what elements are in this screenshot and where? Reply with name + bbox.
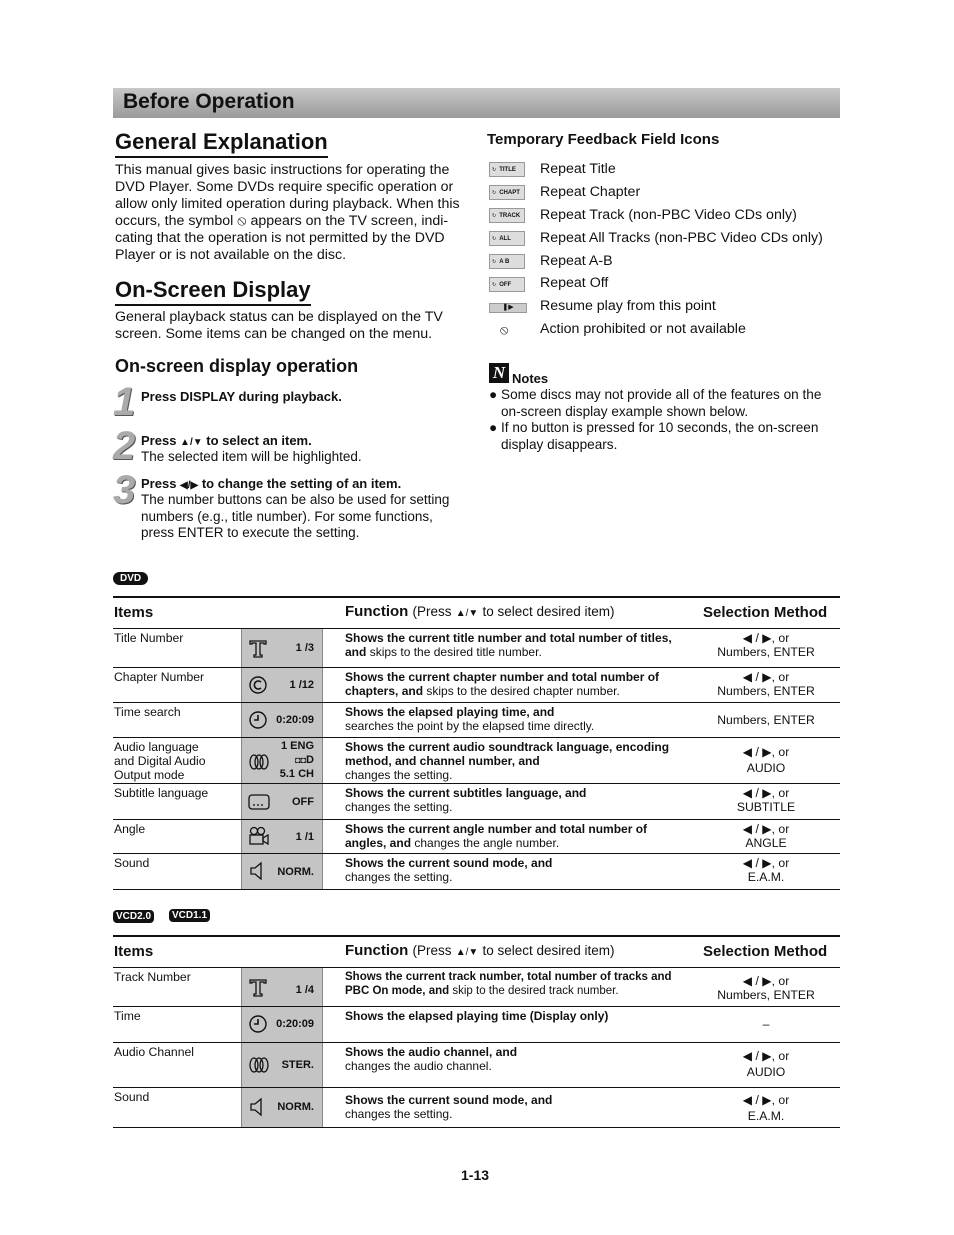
osd-value: 0:20:09	[276, 714, 314, 726]
item-label: Sound	[114, 856, 150, 870]
item-label: Audio Channel	[114, 1045, 194, 1059]
function-rest: changes the setting.	[345, 870, 453, 884]
function-bold: Shows the current angle number and total number of angles, and	[345, 822, 648, 850]
osd-display-cell	[241, 820, 323, 853]
function-rest: changes the setting.	[345, 768, 453, 782]
text-line: ◀ / ▶, or	[742, 1093, 790, 1107]
function-rest: changes the setting.	[345, 800, 453, 814]
osd-value	[280, 739, 314, 781]
text-line: SUBTITLE	[736, 800, 796, 814]
text-line: AUDIO	[746, 761, 786, 775]
osd-value: NORM.	[277, 866, 314, 878]
item-label: Time search	[114, 705, 181, 719]
text-line: and Digital Audio	[114, 754, 206, 768]
up-down-arrow-icon: ▲/▼	[180, 437, 203, 448]
icon-text: TRACK	[499, 212, 521, 219]
prohibited-icon: ⦸	[237, 213, 247, 229]
speaker-icon	[248, 1097, 268, 1117]
feedback-label: Repeat All Tracks (non-PBC Video CDs only)	[540, 230, 823, 246]
item-label: Sound	[114, 1090, 150, 1104]
notes-icon: N	[489, 363, 509, 383]
text-line: ◀ / ▶, or	[742, 670, 790, 684]
title-icon	[248, 638, 268, 658]
function-bold: Shows the current sound mode, and	[345, 1093, 553, 1107]
function-header	[345, 942, 615, 959]
function-label: Function	[345, 603, 409, 620]
text-line: display disappears.	[501, 437, 618, 453]
selection-header: Selection Method	[703, 604, 828, 621]
up-down-arrow-icon: ▲/▼	[455, 947, 479, 958]
selection-method	[691, 670, 841, 698]
step-3-text	[141, 476, 401, 491]
text-fragment: to select desired item)	[482, 604, 615, 619]
text-line: ◀ / ▶, or	[742, 631, 790, 645]
text-fragment: Press	[141, 433, 177, 448]
text-line: Numbers, ENTER	[717, 684, 815, 698]
osd-display-cell	[241, 968, 323, 1006]
function-label: Function	[345, 942, 409, 959]
text-line: DVD Player. Some DVDs require specific operation or	[115, 179, 454, 195]
text-line: allow only limited operation during playback. When this	[115, 196, 460, 212]
text-line: The number buttons can be also be used for setting	[141, 492, 450, 507]
osd-value: 1 /1	[295, 831, 314, 843]
function-text	[345, 1009, 690, 1023]
function-bold: Shows the current subtitles language, and	[345, 786, 587, 800]
text-line: ◀ / ▶, or	[742, 974, 790, 988]
table-row	[113, 820, 840, 854]
dolby-icon: ◘◘	[295, 755, 307, 765]
icon-text: A B	[499, 258, 510, 265]
step-2-detail: The selected item will be highlighted.	[141, 449, 362, 464]
osd-display-cell	[241, 703, 323, 737]
text-line: ◀ / ▶, or	[742, 822, 790, 836]
icon-text: ALL	[499, 235, 511, 242]
selection-method	[691, 1049, 841, 1079]
selection-method	[691, 745, 841, 775]
text-line: Output mode	[114, 768, 185, 782]
osd-display-cell	[241, 1007, 323, 1042]
note-item	[489, 420, 841, 437]
function-text	[345, 786, 690, 814]
item-label	[114, 740, 205, 782]
feedback-label: Resume play from this point	[540, 298, 716, 314]
text-line: ANGLE	[745, 836, 787, 850]
osd-value: 1 /12	[289, 679, 314, 691]
feedback-icons-heading: Temporary Feedback Field Icons	[487, 131, 720, 148]
bullet-icon: ●	[489, 387, 498, 402]
prohibited-icon: ⦸	[500, 322, 509, 337]
item-label: Time	[114, 1009, 141, 1023]
text-line: Numbers, ENTER	[717, 645, 815, 659]
clock-icon	[248, 1014, 268, 1034]
table-row	[113, 668, 840, 703]
left-right-arrow-icon: ◀/▶	[180, 480, 199, 491]
selection-method	[691, 631, 841, 659]
osd-value: 1 /3	[295, 642, 314, 654]
function-bold: Shows the audio channel, and	[345, 1045, 518, 1059]
text-line: numbers (e.g., title number). For some functions,	[141, 508, 433, 524]
osd-display-cell	[241, 1088, 323, 1127]
osd-operation-heading: On-screen display operation	[115, 356, 359, 376]
step-1-text: Press DISPLAY during playback.	[141, 389, 342, 404]
repeat-track-icon: ↻ TRACK	[489, 208, 525, 223]
speaker-icon	[248, 861, 268, 881]
general-explanation-heading: General Explanation	[115, 129, 328, 158]
text-line: Audio language	[114, 740, 199, 754]
osd-display-cell	[241, 854, 323, 889]
osd-value: 0:20:09	[276, 1018, 314, 1030]
text-line: ◀ / ▶, or	[742, 1049, 790, 1063]
function-bold: Shows the current track number, total number of tracks and PBC On mode, and	[345, 971, 672, 997]
feedback-label: Repeat Title	[540, 161, 616, 177]
feedback-label: Repeat Off	[540, 275, 609, 291]
text-line: Numbers, ENTER	[717, 988, 815, 1002]
text-fragment: to select an item.	[206, 433, 312, 448]
items-header: Items	[114, 604, 154, 621]
items-header: Items	[114, 943, 154, 960]
selection-method	[691, 713, 841, 727]
text-line: ◀ / ▶, or	[742, 786, 790, 800]
osd-value: STER.	[281, 1059, 314, 1071]
section-banner	[113, 88, 840, 118]
selection-method	[691, 1093, 841, 1123]
subtitle-icon	[248, 792, 270, 812]
feedback-label: Repeat A-B	[540, 253, 613, 269]
text-line: screen. Some items can be changed on the menu.	[115, 326, 433, 342]
feedback-label: Repeat Track (non-PBC Video CDs only)	[540, 207, 797, 223]
function-text	[345, 1045, 690, 1073]
resume-icon: ❚▶	[489, 303, 527, 313]
selection-header: Selection Method	[703, 943, 828, 960]
feedback-label: Repeat Chapter	[540, 184, 641, 200]
repeat-ab-icon: ↻ A B	[489, 254, 525, 269]
dvd-badge: DVD	[113, 572, 148, 585]
osd-display-cell	[241, 1043, 323, 1087]
item-label: Chapter Number	[114, 670, 205, 684]
function-rest: changes the angle number.	[414, 836, 560, 850]
selection-method	[691, 786, 841, 814]
function-bold: Shows the elapsed playing time (Display only)	[345, 1009, 609, 1023]
table-row	[113, 784, 840, 820]
text-line: ◀ / ▶, or	[742, 745, 790, 759]
function-text	[345, 705, 690, 733]
bullet-icon: ●	[489, 420, 498, 436]
table-row	[113, 1043, 840, 1088]
osd-display-cell	[241, 784, 323, 819]
text-line: cating that the operation is not permitted by the DVD	[115, 230, 445, 246]
notes-heading: Notes	[512, 371, 549, 386]
selection-method	[691, 856, 841, 884]
text-line: General playback status can be displayed on the TV	[115, 309, 443, 325]
text-fragment: (Press	[412, 604, 452, 619]
function-bold: Shows the elapsed playing time, and	[345, 705, 555, 719]
function-bold: Shows the current chapter number and total number of chapters, and	[345, 670, 660, 698]
text-line: press ENTER to execute the setting.	[141, 525, 360, 540]
function-text	[345, 1093, 690, 1121]
table-row	[113, 1088, 840, 1128]
text-fragment: Press	[141, 476, 177, 491]
osd-heading: On-Screen Display	[115, 277, 311, 306]
text-line: E.A.M.	[747, 1109, 785, 1123]
table-top-rule	[113, 935, 840, 937]
text-line: E.A.M.	[747, 870, 785, 884]
osd-display-cell	[241, 629, 323, 667]
function-rest: changes the setting.	[345, 1107, 453, 1121]
osd-value: NORM.	[277, 1101, 314, 1113]
feedback-label: Action prohibited or not available	[540, 321, 746, 337]
function-text	[345, 856, 690, 884]
notes-list	[489, 387, 841, 454]
text-line	[280, 753, 314, 767]
function-rest: skip to the desired track number.	[452, 985, 619, 997]
step-number: 2	[113, 424, 136, 468]
osd-display-cell	[241, 738, 323, 783]
repeat-chapter-icon: ↻ CHAPT	[489, 185, 525, 200]
text-fragment: (Press	[412, 943, 452, 958]
function-text	[345, 670, 690, 698]
item-label: Title Number	[114, 631, 184, 645]
step-number: 1	[113, 380, 136, 424]
text-fragment: If no button is pressed for 10 seconds, the on-screen	[501, 420, 819, 436]
function-header	[345, 603, 615, 620]
text-line	[115, 213, 465, 230]
page-number: 1-13	[461, 1167, 490, 1183]
text-fragment: occurs, the symbol	[115, 213, 234, 229]
osd-value: 1 /4	[295, 984, 314, 996]
text-line: –	[762, 1017, 770, 1031]
repeat-off-icon: ↻ OFF	[489, 277, 525, 292]
icon-text: TITLE	[499, 166, 516, 173]
table-row	[113, 629, 840, 668]
item-label: Subtitle language	[114, 786, 209, 800]
function-bold: Shows the current sound mode, and	[345, 856, 553, 870]
function-rest: skips to the desired chapter number.	[426, 684, 620, 698]
selection-method	[691, 1017, 841, 1031]
function-bold: Shows the current title number and total number of titles, and	[345, 631, 672, 659]
selection-method	[691, 974, 841, 1002]
chapter-icon	[248, 675, 268, 695]
repeat-all-icon: ↻ ALL	[489, 231, 525, 246]
text-line: Numbers, ENTER	[717, 713, 815, 727]
table-row	[113, 703, 840, 738]
table-top-rule	[113, 596, 840, 598]
table-row	[113, 738, 840, 784]
selection-method	[691, 822, 841, 850]
text-fragment: D	[306, 754, 314, 766]
audio-icon	[248, 752, 270, 772]
clock-icon	[248, 710, 268, 730]
step-number: 3	[113, 468, 136, 512]
step-2-text	[141, 433, 312, 448]
osd-display-cell	[241, 668, 323, 702]
repeat-title-icon: ↻ TITLE	[489, 162, 525, 177]
function-text	[345, 631, 690, 659]
note-item	[489, 387, 841, 404]
text-fragment: appears on the TV screen, indi-	[250, 213, 449, 229]
function-text	[345, 822, 690, 850]
function-bold: Shows the current audio soundtrack language, encoding method, and channel number, and	[345, 740, 670, 768]
table-row	[113, 968, 840, 1007]
text-line: on-screen display example shown below.	[501, 403, 749, 419]
text-fragment: to change the setting of an item.	[201, 476, 402, 491]
text-line: Player or is not available on the disc.	[115, 247, 347, 263]
text-line: This manual gives basic instructions for operating the	[115, 162, 450, 178]
banner-title: Before Operation	[123, 90, 295, 113]
audio-icon	[248, 1055, 270, 1075]
function-rest: skips to the desired title number.	[369, 645, 542, 659]
angle-camera-icon	[248, 826, 270, 846]
function-text	[345, 970, 690, 998]
function-rest: searches the point by the elapsed time directly.	[345, 719, 595, 733]
text-line: 5.1 CH	[279, 768, 314, 780]
dvd-table	[113, 628, 840, 890]
text-line: 1 ENG	[280, 740, 314, 752]
item-label: Angle	[114, 822, 146, 836]
text-line: ◀ / ▶, or	[742, 856, 790, 870]
vcd-table	[113, 967, 840, 1128]
step-3-detail	[141, 492, 471, 542]
text-fragment: Some discs may not provide all of the features on the	[501, 387, 822, 402]
vcd20-badge: VCD2.0	[113, 910, 154, 923]
text-line: AUDIO	[746, 1065, 786, 1079]
icon-text: CHAPT	[499, 189, 520, 196]
text-fragment: to select desired item)	[482, 943, 615, 958]
icon-text: OFF	[499, 281, 512, 288]
table-row	[113, 854, 840, 890]
table-row	[113, 1007, 840, 1043]
title-icon	[248, 977, 268, 997]
up-down-arrow-icon: ▲/▼	[455, 608, 479, 619]
osd-value: OFF	[292, 796, 314, 808]
item-label: Track Number	[114, 970, 191, 984]
osd-body	[115, 309, 465, 343]
vcd11-badge: VCD1.1	[169, 909, 210, 922]
function-text	[345, 740, 690, 782]
general-explanation-body	[115, 162, 465, 264]
function-rest: changes the audio channel.	[345, 1059, 492, 1073]
